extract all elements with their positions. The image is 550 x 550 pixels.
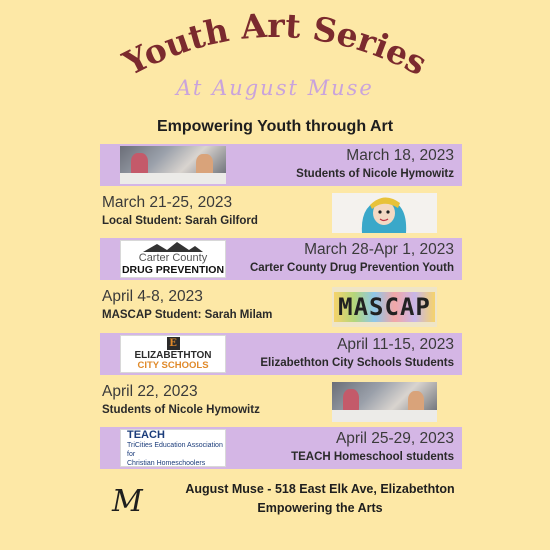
teach-logo: TEACH TriCities Education Association for Christian Homeschoolers <box>120 429 226 467</box>
event-participants: Students of Nicole Hymowitz <box>102 404 260 416</box>
event-date: March 28-Apr 1, 2023 <box>304 241 454 258</box>
footer-address: August Muse - 518 East Elk Ave, Elizabethton <box>185 482 455 496</box>
event-participants: Local Student: Sarah Gilford <box>102 215 258 227</box>
mascap-logo: MASCAP <box>332 287 437 327</box>
event-row <box>100 285 462 327</box>
event-date: April 4-8, 2023 <box>102 288 203 305</box>
school-emblem-icon: E <box>167 337 180 350</box>
event-row <box>100 380 462 422</box>
elizabethton-schools-logo: E ELIZABETHTON CITY SCHOOLS <box>120 335 226 373</box>
event-row <box>100 333 462 375</box>
event-row <box>100 144 462 186</box>
event-photo <box>332 382 437 422</box>
event-date: April 22, 2023 <box>102 383 198 400</box>
event-date: March 21-25, 2023 <box>102 194 233 211</box>
monogram-logo: M <box>112 484 143 519</box>
tagline: Empowering Youth through Art <box>156 118 394 135</box>
event-row <box>100 427 462 469</box>
event-participants: MASCAP Student: Sarah Milam <box>102 309 273 321</box>
carter-county-logo: Carter County DRUG PREVENTION <box>120 240 226 278</box>
event-participants: Elizabethton City Schools Students <box>260 357 454 369</box>
event-participants: Students of Nicole Hymowitz <box>296 168 454 180</box>
event-row <box>100 191 462 233</box>
artwork-thumbnail <box>332 193 437 233</box>
mountain-icon <box>143 242 203 252</box>
event-participants: Carter County Drug Prevention Youth <box>249 262 454 274</box>
page-subtitle: At August Muse <box>176 76 374 100</box>
footer-slogan: Empowering the Arts <box>257 501 383 515</box>
event-date: March 18, 2023 <box>346 147 454 164</box>
event-date: April 11-15, 2023 <box>337 336 454 353</box>
page-title: Youth Art Series <box>116 5 434 83</box>
event-photo <box>120 146 226 184</box>
event-row <box>100 238 462 280</box>
event-participants: TEACH Homeschool students <box>291 451 454 463</box>
event-date: April 25-29, 2023 <box>335 430 454 447</box>
